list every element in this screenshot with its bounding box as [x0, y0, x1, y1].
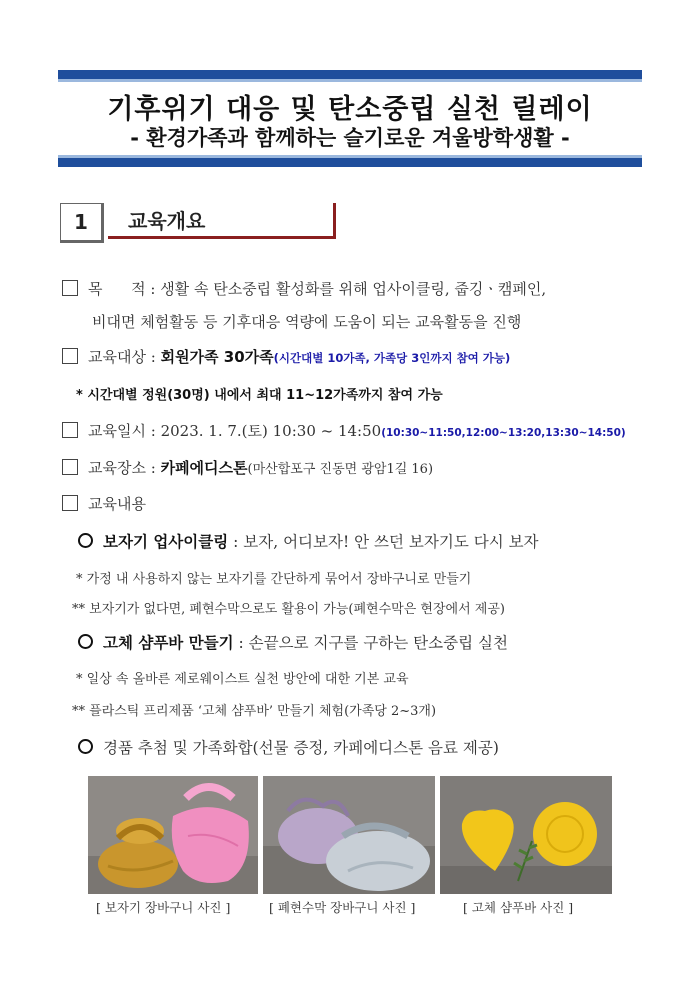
section-title: 교육개요: [108, 203, 336, 239]
purpose-row: [62, 278, 546, 299]
program2-note2: ** 플라스틱 프리제품 ‘고체 샴푸바’ 만들기 체험(가족당 2~3개): [72, 704, 437, 719]
banner-bag-photo: [263, 776, 435, 894]
place-row: [62, 457, 433, 478]
shampoo-bar-photo: [440, 776, 612, 894]
checkbox-square-icon: [62, 495, 78, 511]
circle-bullet-icon: [78, 533, 93, 548]
page-subtitle: - 환경가족과 함께하는 슬기로운 겨울방학생활 -: [130, 126, 570, 150]
place-value: 카페에디스톤: [160, 459, 248, 477]
program1-note1: * 가정 내 사용하지 않는 보자기를 간단하게 묶어서 장바구니로 만들기: [76, 572, 472, 587]
checkbox-square-icon: [62, 280, 78, 296]
checkbox-square-icon: [62, 422, 78, 438]
photo2-caption: [ 폐현수막 장바구니 사진 ]: [269, 900, 416, 915]
checkbox-square-icon: [62, 348, 78, 364]
program3-title: 경품 추첨 및 가족화합(선물 증정, 카페에디스톤 음료 제공): [103, 739, 499, 757]
bojagi-bag-photo: [88, 776, 258, 894]
program2-row: [78, 631, 508, 653]
checkbox-square-icon: [62, 459, 78, 475]
page-title: 기후위기 대응 및 탄소중립 실천 릴레이: [107, 94, 593, 125]
target-sub-note: * 시간대별 정원(30명) 내에서 최대 11~12가족까지 참여 가능: [76, 388, 443, 403]
program2-desc: : 손끝으로 지구를 구하는 탄소중립 실천: [238, 634, 508, 652]
purpose-text-line1: : 생활 속 탄소중립 활성화를 위해 업사이클링, 줍깅ㆍ캠페인,: [150, 280, 547, 298]
header-bottom-bar: [58, 158, 642, 167]
target-row: [62, 346, 510, 367]
program3-row: [78, 736, 499, 758]
program1-row: [78, 530, 539, 552]
photo1-caption: [ 보자기 장바구니 사진 ]: [96, 900, 231, 915]
program1-title: 보자기 업사이클링: [103, 533, 229, 551]
program1-desc: : 보자, 어디보자! 안 쓰던 보자기도 다시 보자: [233, 533, 539, 551]
program1-note2: ** 보자기가 없다면, 폐현수막으로도 활용이 가능(폐현수막은 현장에서 제공): [72, 602, 505, 617]
header-top-bar: [58, 70, 642, 79]
date-note: (10:30~11:50,12:00~13:20,13:30~14:50): [381, 427, 626, 439]
header-top-bar-accent: [58, 79, 642, 82]
circle-bullet-icon: [78, 634, 93, 649]
place-label: 교육장소 :: [88, 459, 156, 477]
program2-title: 고체 샴푸바 만들기: [103, 634, 234, 652]
circle-bullet-icon: [78, 739, 93, 754]
target-note: (시간대별 10가족, 가족당 3인까지 참여 가능): [273, 351, 511, 365]
section-number: 1: [60, 203, 104, 243]
purpose-text-line2: 비대면 체험활동 등 기후대응 역량에 도움이 되는 교육활동을 진행: [92, 313, 522, 331]
purpose-label: 목 적: [88, 280, 146, 298]
date-row: [62, 420, 626, 441]
target-value: 회원가족 30가족: [160, 348, 274, 366]
content-row: [62, 493, 146, 514]
photo3-caption: [ 고체 샴푸바 사진 ]: [463, 900, 574, 915]
target-label: 교육대상 :: [88, 348, 156, 366]
date-value: 2023. 1. 7.(토) 10:30 ~ 14:50: [160, 422, 382, 440]
place-note: (마산합포구 진동면 광암1길 16): [247, 462, 434, 477]
content-label: 교육내용: [88, 495, 146, 513]
date-label: 교육일시 :: [88, 422, 156, 440]
program2-note1: * 일상 속 올바른 제로웨이스트 실천 방안에 대한 기본 교육: [76, 672, 409, 687]
